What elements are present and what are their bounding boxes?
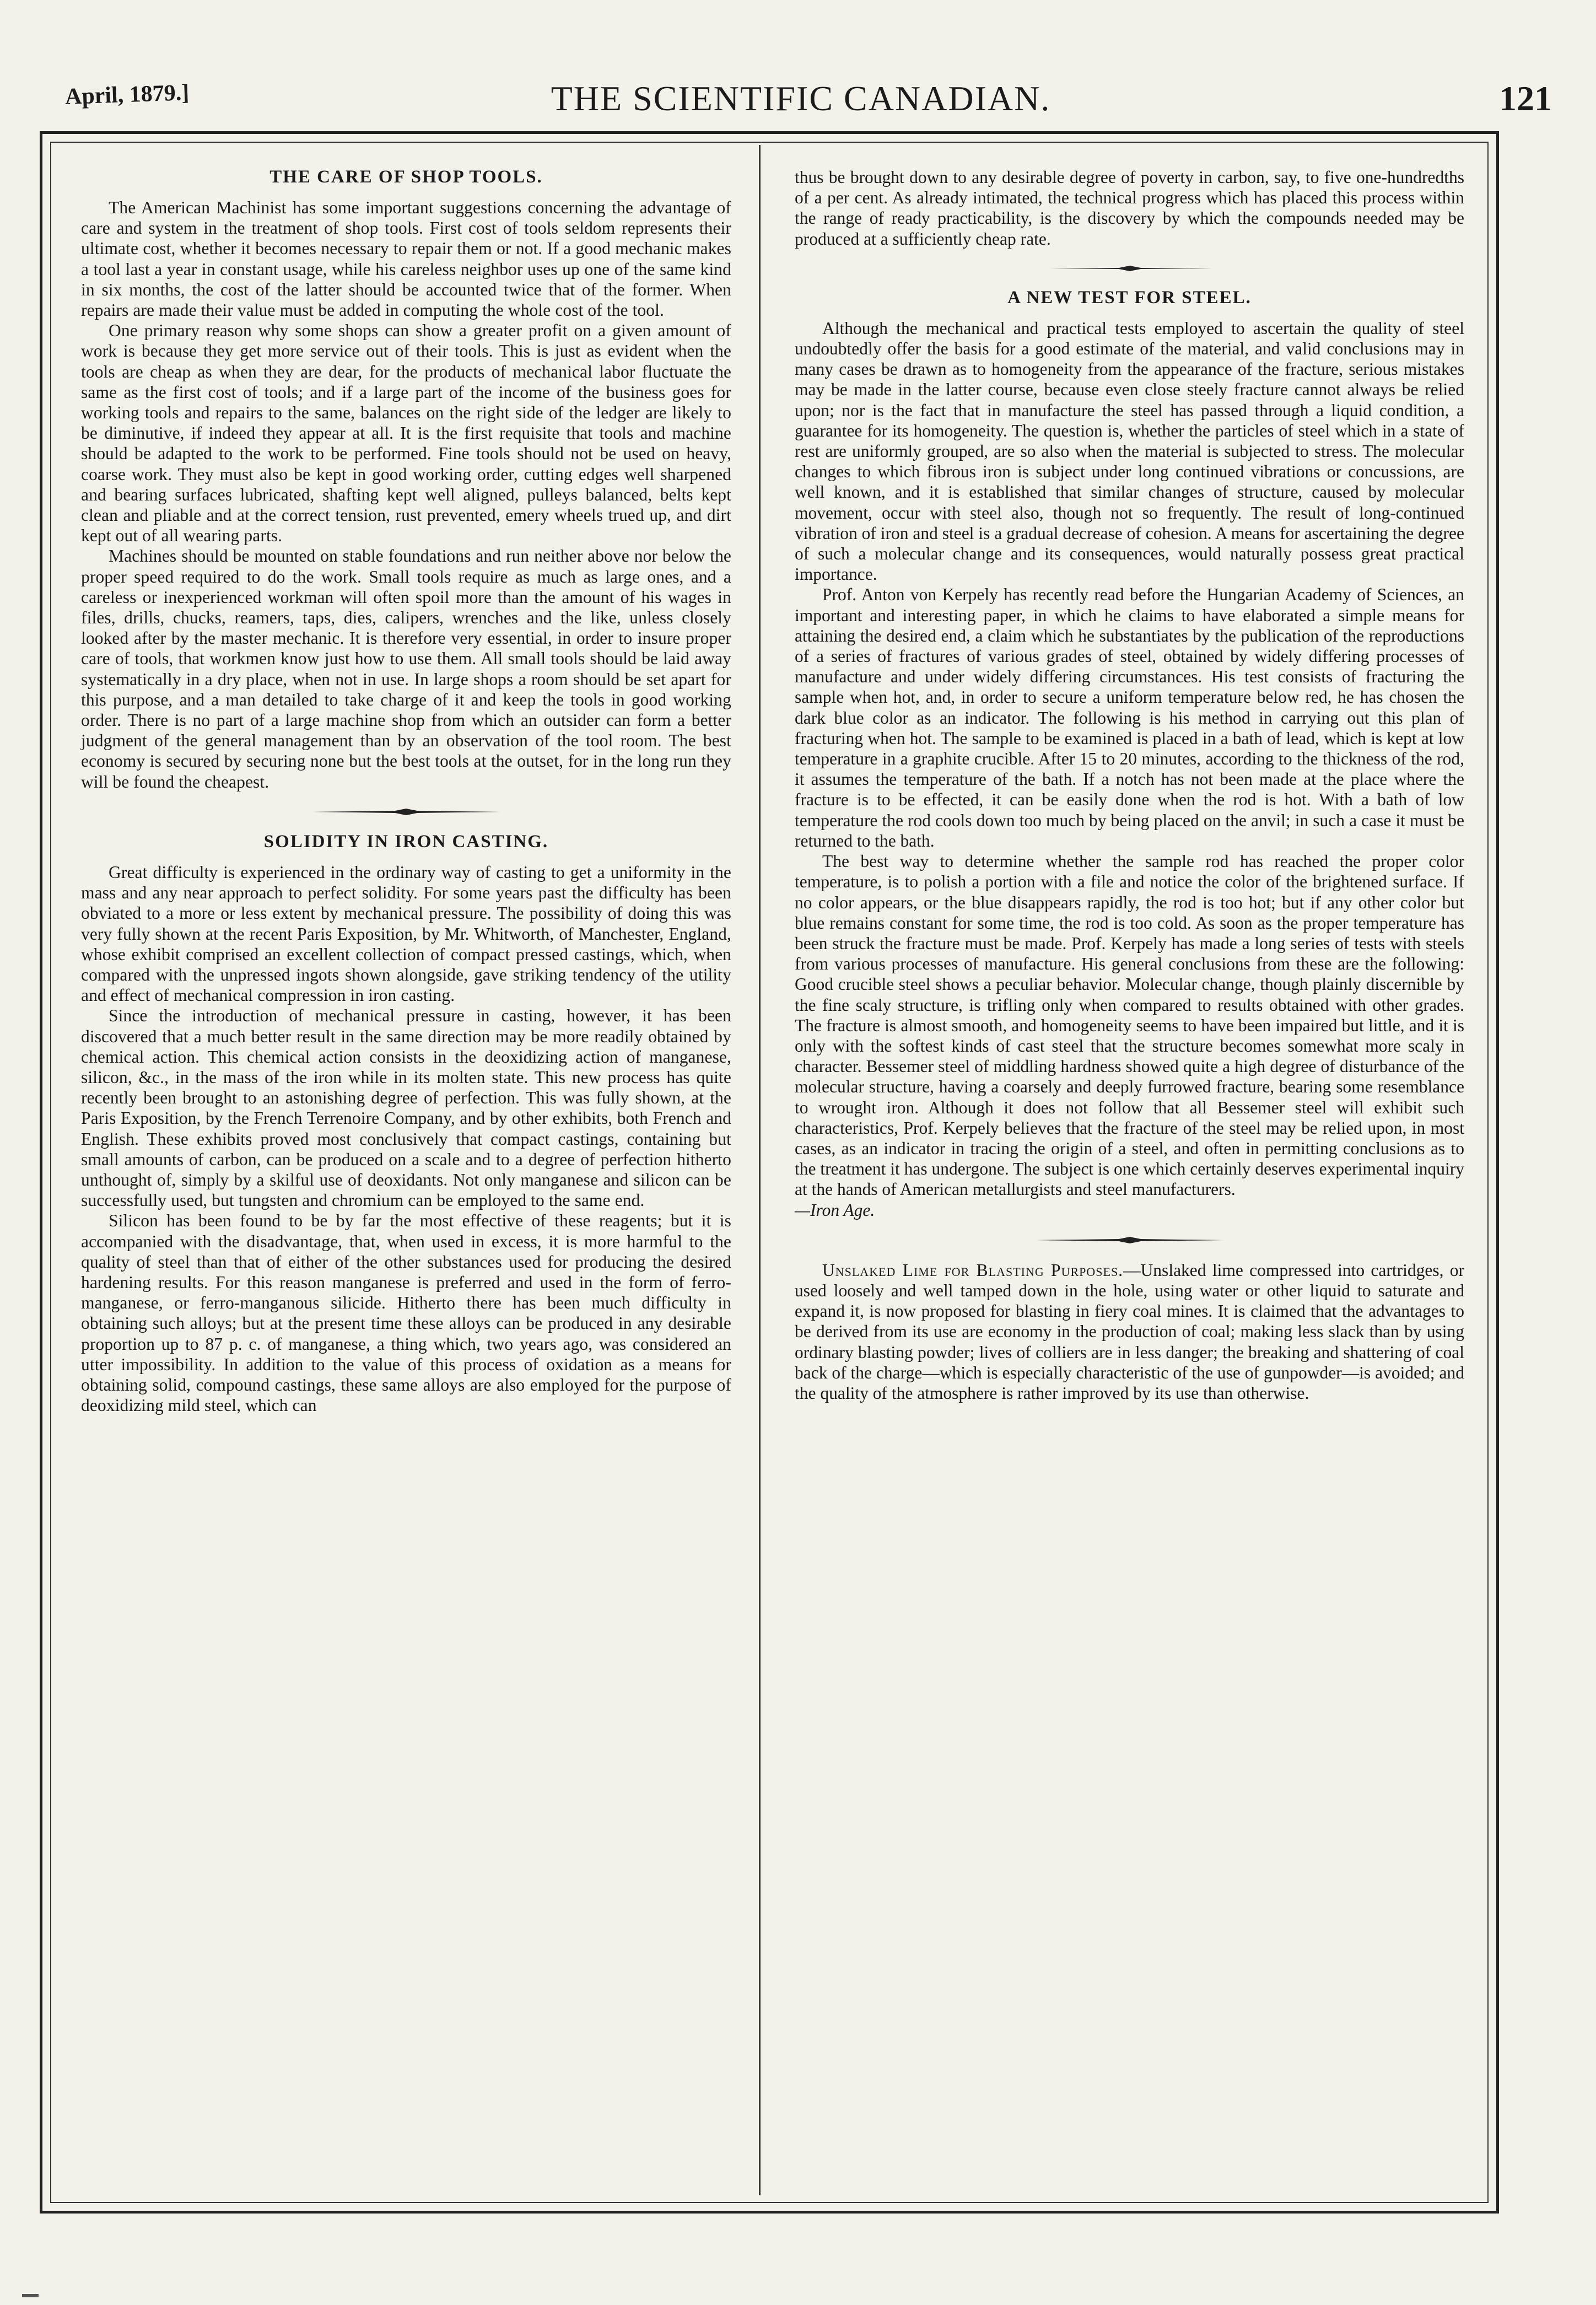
publication-title: THE SCIENTIFIC CANADIAN. — [551, 79, 1051, 118]
section-divider-ornament — [312, 807, 500, 816]
article-paragraph: Great difficulty is experienced in the ordinary way of casting to get a uniformity in the mass and any near approach to perfect solidity. For some years past the difficulty has been obviated to a more or less extent by mechanical pressure. The possibility of doing this was very fully shown at the recent Paris Exposition, by Mr. Whitworth, of Manchester, England, whose exhibit comprised an excellent collection of compact pressed castings, which, when compared with the unpressed ingots shown alongside, gave striking tendency of the utility and effect of mechanical compression in iron casting. — [81, 862, 731, 1005]
article-paragraph: One primary reason why some shops can show a greater profit on a given amount of work is because they get more service out of their tools. This is just as evident when the tools are cheap as when they are dear, for the products of mechanical labor fluctuate the same as the first cost of tools; and if a large part of the income of the business goes for working tools and repairs to the same, balances on the right side of the ledger are likely to be diminutive, if indeed they appear at all. It is the first requisite that tools and machine should be adapted to the work to be performed. Fine tools should not be used on heavy, coarse work. They must also be kept in good working order, cutting edges well sharpened and bearing surfaces lubricated, shafting kept well aligned, pulleys balanced, belts kept clean and pliable and at the correct tension, rust prevented, emery wheels trued up, and dirt kept out of all wearing parts. — [81, 321, 731, 546]
issue-date: April, 1879.] — [64, 80, 190, 110]
article-body: —Unslaked lime compressed into cartridges, or used loosely and well tamped down in the hole, using water or other liquid to saturate and expand it, is now proposed for blasting in fiery coal mines. It is claimed that the advantages to be derived from its use are economy in the production of coal; making less slack than by using ordinary blasting powder; lives of colliers are in less danger; the breaking and shattering of coal back of the charge—which is especially characteristic of the use of gunpowder—is avoided; and the quality of the atmosphere is rather improved by its use than otherwise. — [795, 1260, 1464, 1403]
article-paragraph: Prof. Anton von Kerpely has recently read before the Hungarian Academy of Sciences, an important and interesting paper, in which he claims to have elaborated a simple means for attaining the desired end, a claim which he substantiates by the publication of the reproductions of a series of fractures of various grades of steel, obtained by widely differing processes of manufacture and under widely differing circumstances. His test consists of fracturing the sample when hot, and, in order to secure a uniform temperature below red, he has chosen the dark blue color as an indicator. The following is his method in carrying out this plan of fracturing when hot. The sample to be examined is placed in a bath of lead, which is kept at low temperature in a graphite crucible. After 15 to 20 minutes, according to the thickness of the rod, it assumes the temperature of the bath. If a notch has not been made at the place where the fracture is to be effected, it can be easily done when the rod is hot. With a bath of low temperature the rod cools down too much by being placed on the anvil; in such a case it must be returned to the bath. — [795, 585, 1464, 850]
article-paragraph: Machines should be mounted on stable foundations and run neither above nor below the proper speed required to do the work. Small tools require as much as large ones, and a careless or inexperienced workman will often spoil more than the amount of his wages in files, drills, chucks, reamers, taps, dies, calipers, wrenches and the like, unless closely looked after by the master mechanic. It is therefore very essential, in order to insure proper care of tools, that workmen know just how to use them. All small tools should be laid away systematically in a dry place, when not in use. In large shops a room should be set apart for this purpose, and a man detailed to take charge of it and keep the tools in good working order. There is no part of a large machine shop from which an outsider can form a better judgment of the general management than by an observation of the tool room. The best economy is secured by securing none but the best tools at the outset, for in the long run they will be found the cheapest. — [81, 546, 731, 791]
section-divider-ornament — [1047, 265, 1212, 272]
section-divider-ornament — [1036, 1236, 1223, 1245]
column-divider — [759, 145, 761, 2195]
article-heading-care-of-shop-tools: THE CARE OF SHOP TOOLS. — [269, 167, 543, 187]
article-heading-solidity-in-iron-casting: SOLIDITY IN IRON CASTING. — [263, 831, 549, 852]
article-paragraph: The American Machinist has some important suggestions concerning the advantage of care and system in the treatment of shop tools. First cost of tools seldom represents their ultimate cost, whether it becomes necessary to repair them or not. If a good mechanic makes a tool last a year in constant usage, while his careless neighbor uses up one of the same kind in six months, the cost of the latter should be accounted twice that of the former. When repairs are made their value must be added in computing the whole cost of the tool. — [81, 198, 731, 320]
article-paragraph: Although the mechanical and practical tests employed to ascertain the quality of steel undoubtedly offer the basis for a good estimate of the material, and valid conclusions may in many cases be drawn as to homogeneity from the appearance of the fracture, serious mistakes may be made in the latter course, because even close steely fracture cannot always be relied upon; nor is the fact that in manufacture the steel has passed through a liquid condition, a guarantee for its homogeneity. The question is, whether the particles of steel which in a state of rest are uniformly grouped, are so also when the material is subjected to stress. The molecular changes to which fibrous iron is subject under long continued vibrations or concussions, are well known, and it is established that similar changes of structure, caused by molecular movement, occur with steel also, though not so frequently. The result of long-continued vibration of iron and steel is a gradual decrease of cohesion. A means for ascertaining the degree of such a molecular change and its consequences, would naturally possess great practical importance. — [795, 318, 1464, 584]
article-paragraph: Since the introduction of mechanical pressure in casting, however, it has been discovered that a much better result in the same direction may be more readily obtained by chemical action. This chemical action consists in the deoxidizing action of manganese, silicon, &c., in the mass of the iron while in its molten state. This new process has quite recently been brought to an astonishing degree of perfection. This was fully shown, at the Paris Exposition, by the French Terrenoire Company, and by other exhibits, both French and English. These exhibits proved most conclusively that compact castings, containing but small amounts of carbon, can be produced on a scale and to a degree of perfection hitherto unthought of, simply by a skilful use of deoxidants. Not only manganese and silicon can be successfully used, but tungsten and chromium can be employed to the same end. — [81, 1006, 731, 1210]
left-column — [81, 167, 731, 1415]
article-source: —Iron Age. — [795, 1200, 875, 1220]
article-paragraph: Silicon has been found to be by far the most effective of these reagents; but it is accompanied with the disadvantage, that, when used in excess, it is more harmful to the quality of steel than that of either of the other substances used for producing the desired hardening results. For this reason manganese is preferred and used in the form of ferro-manganese, or ferro-manganous silicide. Hitherto there has been much difficulty in obtaining such alloys; but at the present time these alloys can be produced in any desirable proportion up to 87 p. c. of manganese, a thing which, two years ago, was considered an utter impossibility. In addition to the value of this process of oxidation as a means for obtaining solid, compound castings, these same alloys are also employed for the purpose of deoxidizing mild steel, which can — [81, 1211, 731, 1415]
article-paragraph: The best way to determine whether the sample rod has reached the proper color temperature, is to polish a portion with a file and notice the color of the brightened surface. If no color appears, or the blue disappears rapidly, the rod is too hot; but if any other color but blue remains constant for some time, the rod is too cold. As soon as the proper temperature has been struck the fracture must be made. Prof. Kerpely has made a long series of tests with steels from various processes of manufacture. His general conclusions from these are the following: Good crucible steel shows a peculiar behavior. Molecular change, though plainly discernible by the fine scaly structure, is trifling only when compared to results obtained with other grades. The fracture is almost smooth, and homogeneity seems to have been impaired but little, and it is only with the softest kinds of cast steel that the structure becomes somewhat more scaly in character. Bessemer steel of middling hardness showed quite a high degree of disturbance of the molecular structure, having a coarsely and deeply furrowed fracture, bearing some resemblance to wrought iron. Although it does not follow that all Bessemer steel will exhibit such characteristics, Prof. Kerpely believes that the fracture of the steel may be relied upon, in most cases, as an indicator in tracing the origin of a steel, and often in permitting conclusions as to the treatment it has undergone. The subject is one which certainly deserves experimental inquiry at the hands of American metallurgists and steel manufacturers. — [795, 852, 1464, 1199]
article-heading-unslaked-lime: Unslaked Lime for Blasting Purposes. — [822, 1260, 1124, 1280]
article-unslaked-lime — [795, 1260, 1464, 1403]
article-paragraph-continued: thus be brought down to any desirable degree of poverty in carbon, say, to five one-hundredths of a per cent. As already intimated, the technical progress which has placed this process within the range of ready practicability, is the discovery by which the compounds needed may be produced at a sufficiently cheap rate. — [795, 168, 1464, 249]
right-column — [795, 167, 1464, 1403]
page-number: 121 — [1499, 79, 1552, 118]
running-head — [33, 65, 1568, 126]
page-edge-mark — [22, 2294, 39, 2297]
article-heading-new-test-for-steel: A NEW TEST FOR STEEL. — [1007, 287, 1252, 308]
page-frame — [40, 131, 1499, 2214]
